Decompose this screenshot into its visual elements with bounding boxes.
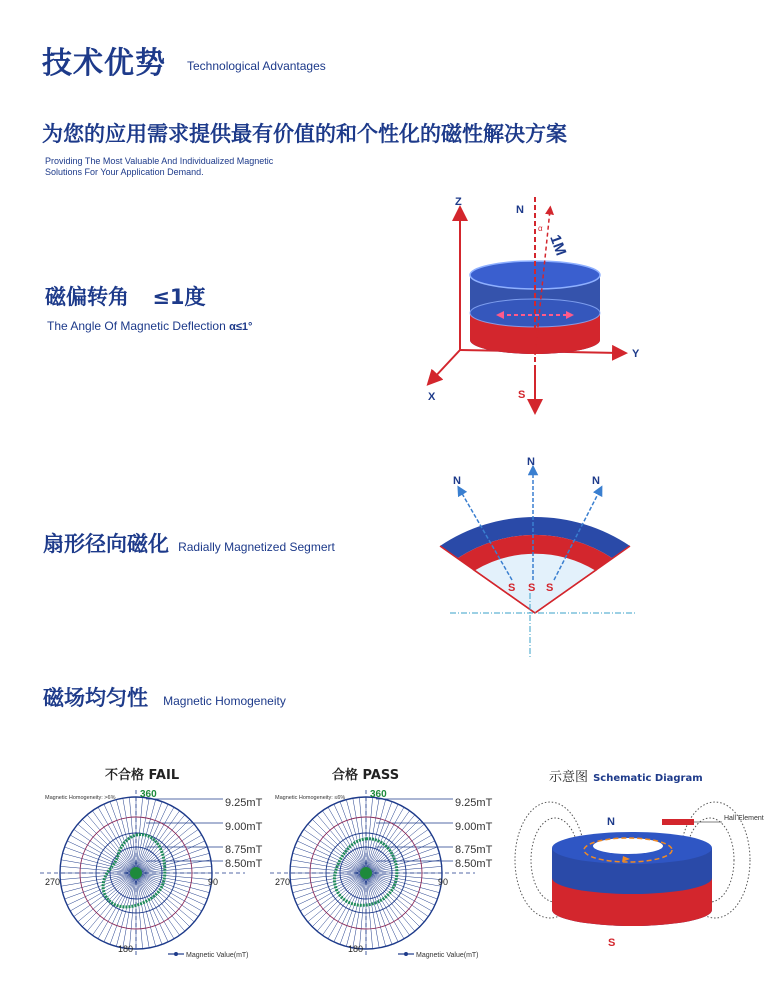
polar-spoke [366,873,373,949]
segment-diagram [420,448,650,663]
fail-title: 不合格 FAIL [105,768,180,783]
ring-label-1: 9.25mT [455,797,493,809]
ring-label-4: 8.50mT [225,858,263,870]
polar-chart-pass [270,785,510,960]
polar-spoke [60,866,136,873]
deflection-title-cn: 磁偏转角 [45,285,129,309]
polar-grid [270,790,475,956]
polar-spoke [290,873,366,880]
homogeneity-title-cn: 磁场均匀性 [43,686,148,710]
schematic-title-cn: 示意图 [549,770,589,785]
polar-spoke [136,866,212,873]
polar-center [130,867,142,879]
legend-fail: Magnetic Value(mT) [186,952,249,959]
ring-magnet-hole [593,838,663,854]
deflection-title [45,281,206,311]
polar-spoke [67,841,136,873]
page-title: 技术优势 [42,46,166,81]
pole-s-label: S [518,389,526,401]
polar-grid [40,790,245,956]
polar-spoke [366,873,398,942]
angle-bottom: 180 [118,944,134,954]
pass-note: Magnetic Homogeneity: ≤6% [275,795,346,801]
pass-title: 合格 PASS [332,768,400,783]
polar-spoke [136,873,168,942]
polar-spoke [366,866,442,873]
angle-left: 270 [45,877,61,887]
segment-n-center: N [527,456,535,468]
polar-spoke [290,866,366,873]
polar-spoke [297,873,366,905]
segment-title [43,528,335,558]
segment-title-cn: 扇形径向磁化 [43,532,169,556]
polar-spoke [136,841,205,873]
alpha-label: α [538,224,543,233]
schematic-diagram [510,790,768,960]
polar-spoke [136,873,212,880]
polar-spoke [334,873,366,942]
axis-x-label: X [428,391,436,403]
deflection-title-en [47,319,252,333]
homogeneity-title [43,682,286,712]
moment-label: 1M [546,232,570,258]
polar-spoke [366,841,435,873]
homogeneity-title-en: Magnetic Homogeneity [163,694,286,708]
segment-s-center: S [528,582,536,594]
angle-top: 360 [370,789,387,800]
deflection-en-text: The Angle Of Magnetic Deflection [47,319,226,333]
polar-chart-fail [40,785,280,960]
fail-note: Magnetic Homogeneity: >6% [45,795,116,801]
polar-spoke [136,873,143,949]
ring-label-3: 8.75mT [225,844,263,856]
polar-spoke [129,873,136,949]
hall-element-icon [662,819,694,825]
angle-right: 90 [438,877,449,887]
deflection-angle: α≤1° [229,321,253,333]
subtitle-en [45,156,273,178]
subtitle-en-line2: Solutions For Your Application Demand. [45,167,204,177]
segment-s-right: S [546,582,554,594]
legend-marker [174,952,178,956]
segment-s-left: S [508,582,516,594]
schematic-s-label: S [608,937,616,949]
ring-label-1: 9.25mT [225,797,263,809]
deflection-diagram [410,185,660,420]
legend-pass: Magnetic Value(mT) [416,952,479,959]
angle-top: 360 [140,789,157,800]
schematic-n-label: N [607,816,615,828]
axis-y-label: Y [632,348,640,360]
ring-label-2: 9.00mT [225,821,263,833]
angle-bottom: 180 [348,944,364,954]
subtitle: 为您的应用需求提供最有价值的和个性化的磁性解决方案 [42,122,567,146]
schematic-title-en: Schematic Diagram [593,773,703,784]
angle-right: 90 [208,877,219,887]
x-axis [432,350,460,380]
polar-spoke [366,873,442,880]
polar-spoke [366,873,435,905]
deflection-limit: ≤1度 [152,285,206,309]
polar-spoke [334,804,366,873]
segment-n-left: N [453,475,461,487]
polar-center [360,867,372,879]
axis-z-label: Z [455,196,462,208]
polar-spoke [67,873,136,905]
subtitle-en-line1: Providing The Most Valuable And Individualized Magnetic [45,156,274,166]
polar-spoke [366,797,373,873]
schematic-title [549,766,703,785]
polar-spoke [297,841,366,873]
legend-marker [404,952,408,956]
hall-element-label: Hall Element [724,815,764,822]
polar-spoke [60,873,136,880]
ring-label-2: 9.00mT [455,821,493,833]
ring-label-3: 8.75mT [455,844,493,856]
segment-n-right: N [592,475,600,487]
segment-title-en: Radially Magnetized Segmert [178,540,335,554]
polar-spoke [359,797,366,873]
pole-n-label: N [516,204,524,216]
page-title-en: Technological Advantages [187,59,326,73]
angle-left: 270 [275,877,291,887]
polar-spoke [359,873,366,949]
ring-label-4: 8.50mT [455,858,493,870]
polar-spoke [136,804,168,873]
